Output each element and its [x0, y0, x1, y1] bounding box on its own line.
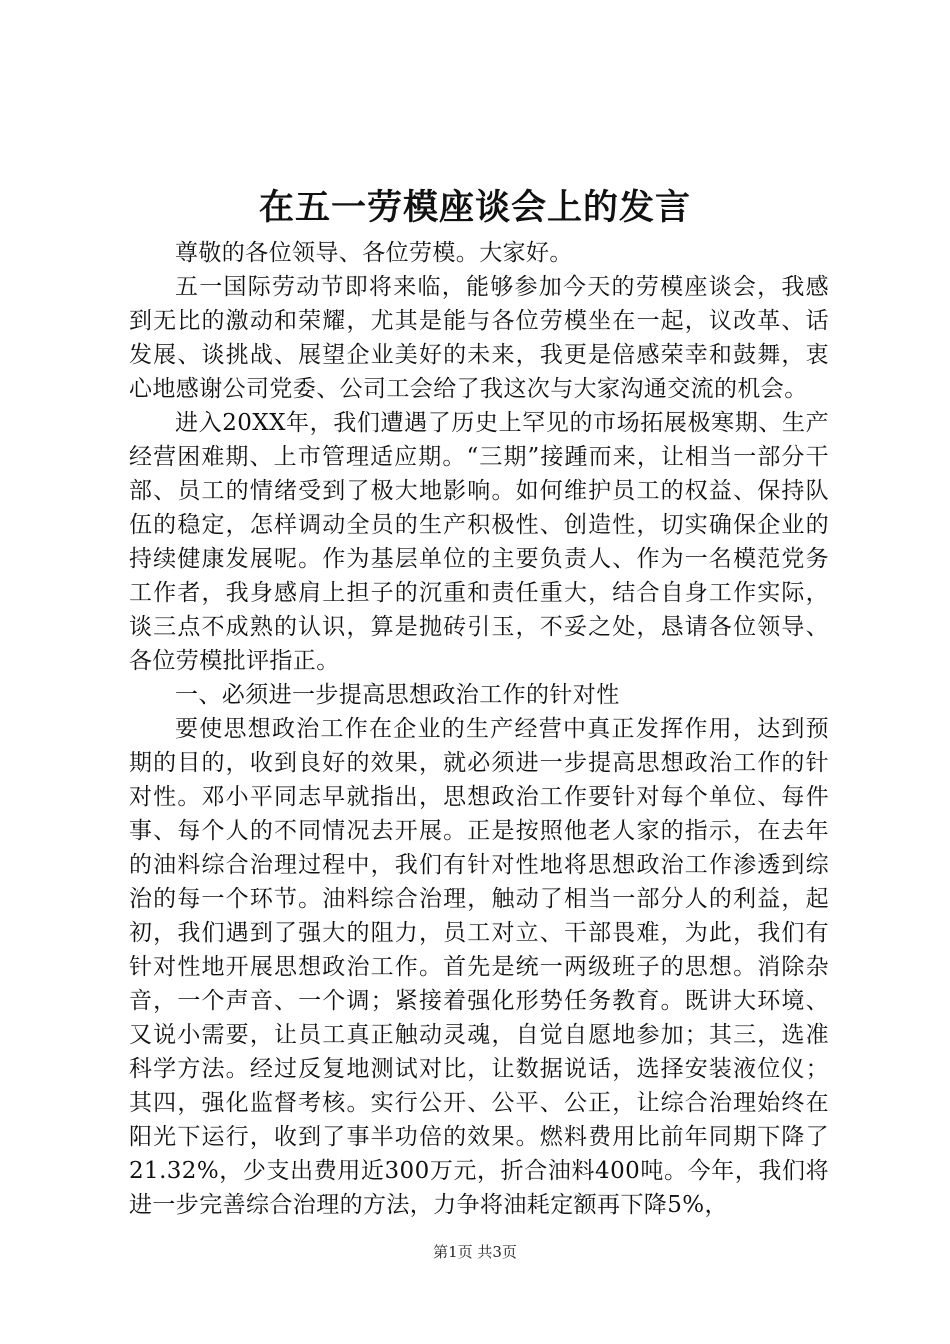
document-body	[129, 236, 829, 1222]
paragraph-opening: 五一国际劳动节即将来临，能够参加今天的劳模座谈会，我感到无比的激动和荣耀，尤其是能与各位劳模坐在一起，议改革、话发展、谈挑战、展望企业美好的未来，我更是倍感荣幸和鼓舞，衷心地感谢公司党委、公司工会给了我这次与大家沟通交流的机会。	[129, 274, 829, 402]
paragraph-section-1: 要使思想政治工作在企业的生产经营中真正发挥作用，达到预期的目的，收到良好的效果，就必须进一步提高思想政治工作的针对性。邓小平同志早就指出，思想政治工作要针对每个单位、每件事、每个人的不同情况去开展。正是按照他老人家的指示，在去年的油料综合治理过程中，我们有针对性地将思想政治工作渗透到综治的每一个环节。油料综合治理，触动了相当一部分人的利益，起初，我们遇到了强大的阻力，员工对立、干部畏难，为此，我们有针对性地开展思想政治工作。首先是统一两级班子的思想。消除杂音，一个声音、一个调；紧接着强化形势任务教育。既讲大环境、又说小需要，让员工真正触动灵魂，自觉自愿地参加；其三，选准科学方法。经过反复地测试对比，让数据说话，选择安装液位仪；其四，强化监督考核。实行公开、公平、公正，让综合治理始终在阳光下运行，收到了事半功倍的效果。燃料费用比前年同期下降了21.32%，少支出费用近300万元，折合油料400吨。今年，我们将进一步完善综合治理的方法，力争将油耗定额再下降5%，	[129, 716, 829, 1218]
paragraph-greeting: 尊敬的各位领导、各位劳模。大家好。	[175, 240, 573, 266]
section-heading-1: 一、必须进一步提高思想政治工作的针对性	[175, 682, 620, 708]
paragraph-background: 进入20XX年，我们遭遇了历史上罕见的市场拓展极寒期、生产经营困难期、上市管理适应期。“三期”接踵而来，让相当一部分干部、员工的情绪受到了极大地影响。如何维护员工的权益、保持队伍的稳定，怎样调动全员的生产积极性、创造性，切实确保企业的持续健康发展呢。作为基层单位的主要负责人、作为一名模范党务工作者，我身感肩上担子的沉重和责任重大，结合自身工作实际，谈三点不成熟的认识，算是抛砖引玉，不妥之处，恳请各位领导、各位劳模批评指正。	[129, 410, 829, 674]
document-title: 在五一劳模座谈会上的发言	[258, 187, 691, 228]
page-footer: 第1页 共3页	[433, 1243, 517, 1261]
